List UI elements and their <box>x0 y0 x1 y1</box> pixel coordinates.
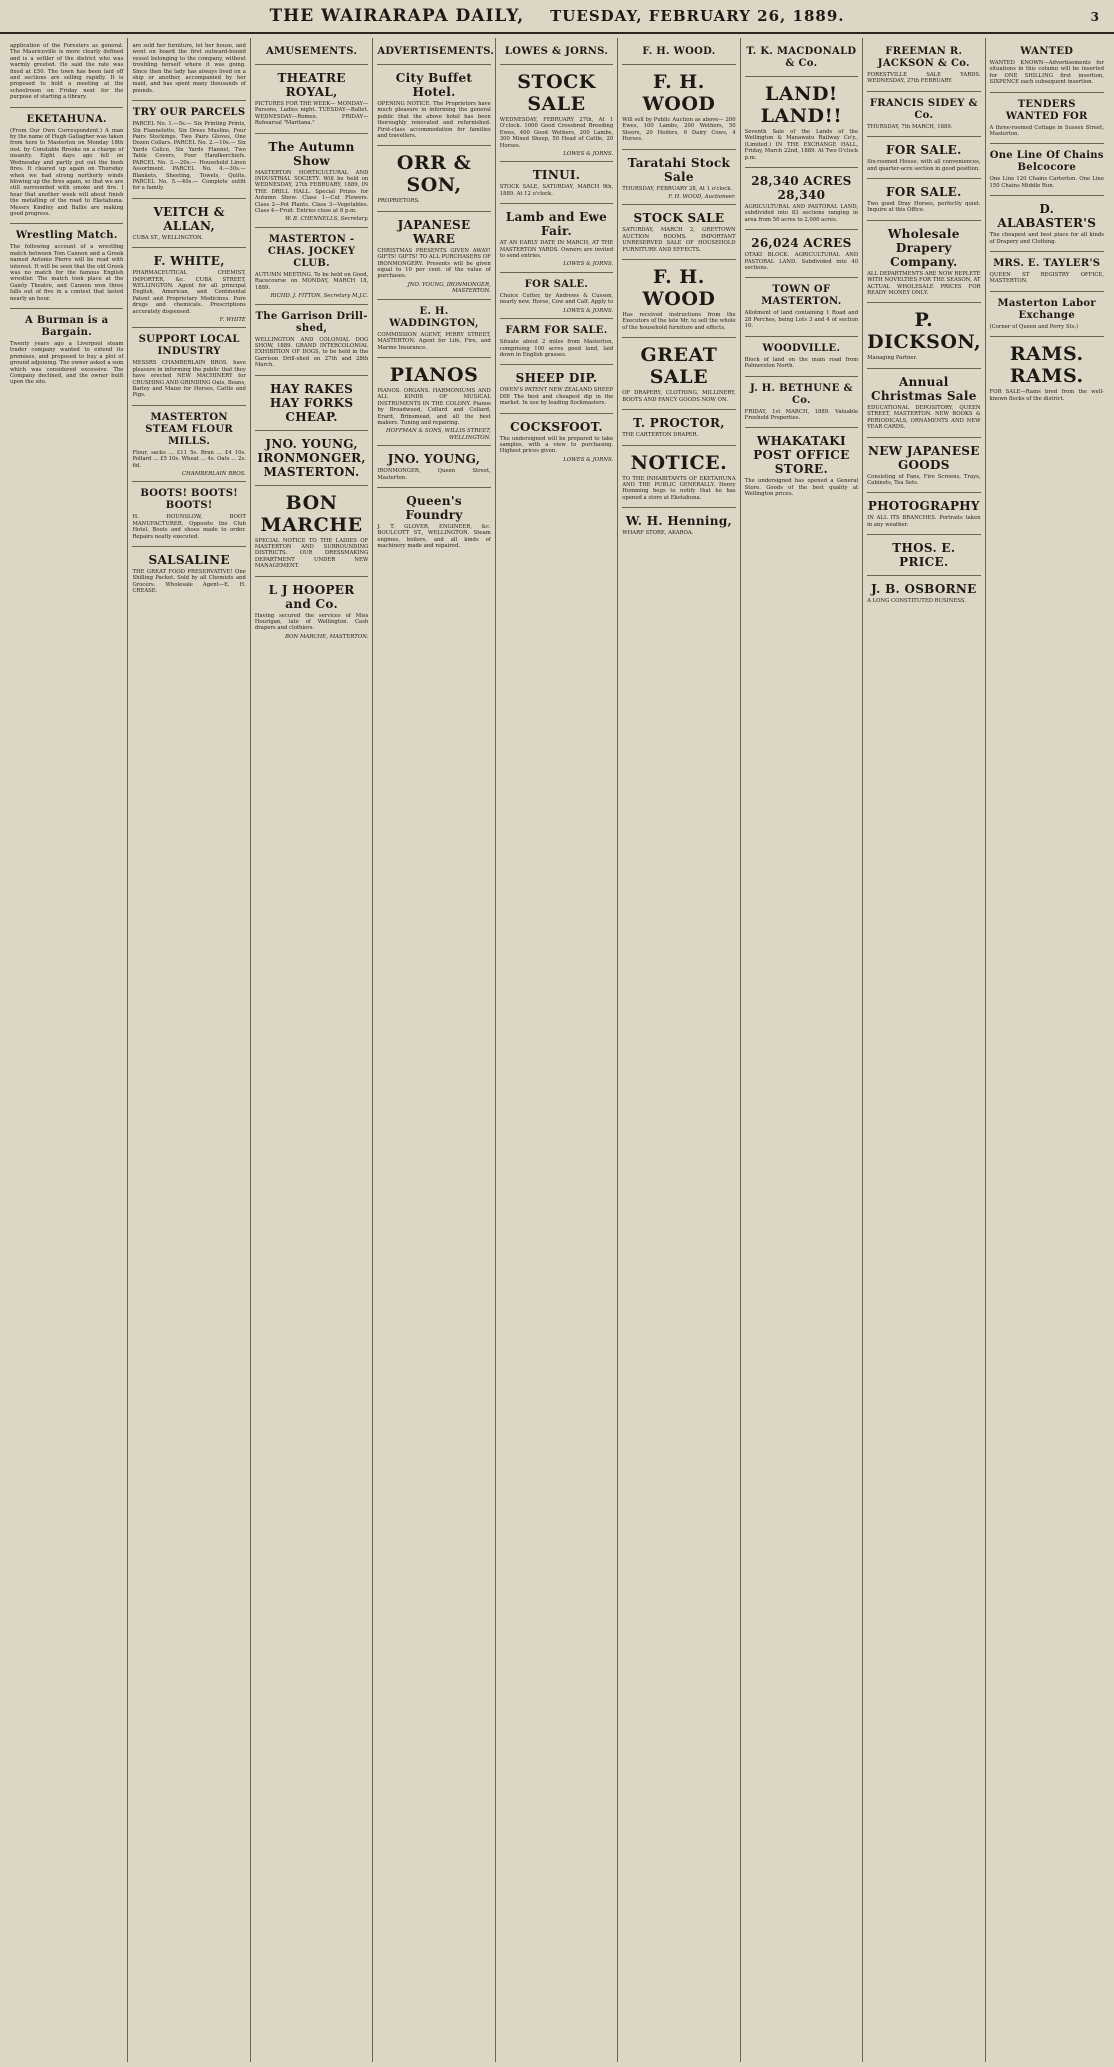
ad-heading: STOCK SALE <box>633 211 725 226</box>
advertisement <box>377 40 495 65</box>
ad-body: FORESTVILLE SALE YARDS. WEDNESDAY, 27th FEBRUARY. <box>867 72 981 85</box>
advertisement <box>745 40 858 77</box>
ad-body: WELLINGTON AND COLONIAL DOG SHOW, 1889. GRAND INTERCOLONIAL EXHIBITION OF DOGS, to be held in the Garrison Drill-shed on 27th and 28th March. <box>254 336 369 369</box>
ad-body: COMMISSION AGENT, PERRY STREET, MASTERTON. Agent for Life, Fire, and Marine Insurance. <box>377 331 491 351</box>
ad-body: CHRISTMAS PRESENTS GIVEN AWAY! GIFTS! GIFTS! TO ALL PURCHASERS OF IRONMONGERY. Presents will be given equal to 10 per cent. of the value of purchases. <box>377 247 491 280</box>
ad-body: FRIDAY, 1st MARCH, 1889. Valuable Freehold Properties. <box>744 408 859 421</box>
page-number: 3 <box>1090 10 1100 24</box>
ad-body: Choice Cutter, by Andrews & Cusson, nearly new. Horse, Cow and Calf. Apply to <box>499 292 614 306</box>
ad-body: J. T. GLOVER, ENGINEER, &c. BOULCOTT ST., WELLINGTON. Steam engines, boilers, and all kinds of machinery made and repaired. <box>377 523 491 550</box>
ad-body: PARCEL No. 1.—5s.— Six Printing Prints, Six Flannelette, Six Dress Muslins, Four Pairs Stockings, Two Pairs Gloves, One Dozen Collars. PARCEL No. 2.—10s.— Six Yards Calico, Six Yards Flannel, Two Table Covers, Four Handkerchiefs. PARCEL No. 3.—20s.— Household Linen Assortment. PARCEL No. 4.—30s.— Blankets, Sheeting, Towels, Quilts. PARCEL No. 5.—40s.— Complete outfit for a family. <box>132 121 246 192</box>
ad-heading: The Garrison Drill-shed, <box>255 310 368 334</box>
ad-body: Flour, sacks ... £11 5s. Bran ... £4 10s. Pollard ... £5 10s. Wheat ... 4s. Oats ... 2s. 6d. <box>132 449 246 469</box>
ad-body: MASTERTON HORTICULTURAL AND INDUSTRIAL SOCIETY. Will be held on WEDNESDAY, 27th FEBRUARY, 1889, IN THE DRILL HALL. Special Prizes for Autumn Show. Class 1—Cut Flowers. Class 2—Pot Plants. Class 3—Vegetables. Class 4—Fruit. Entries close at 8 p.m. <box>254 169 369 215</box>
ad-body: Situate about 2 miles from Masterton, comprising 100 acres good land, laid down in English grasses. <box>499 339 614 358</box>
advertisement <box>10 309 123 392</box>
column-7 <box>741 38 863 2062</box>
advertisement <box>990 144 1104 196</box>
ad-heading: JNO. YOUNG, IRONMONGER, MASTERTON. <box>257 436 366 479</box>
ad-body: Seventh Sale of the Lands of the Wellington & Manawatu Railway Co'y., (Limited.) IN THE EXCHANGE HALL, Friday, March 22nd, 1889. At Two O'clock p.m. <box>744 129 859 161</box>
issue-date: TUESDAY, FEBRUARY 26, 1889. <box>550 7 845 25</box>
advertisement <box>990 337 1104 408</box>
ad-heading: THEATRE ROYAL, <box>277 71 346 99</box>
advertisement <box>867 137 980 179</box>
column-4 <box>373 38 495 2062</box>
ad-body: One Line 120 Chains Carterton. One Line 150 Chains Middle Run. <box>989 176 1104 189</box>
ad-heading: Masterton Labor Exchange <box>997 297 1096 321</box>
ad-body: AT AN EARLY DATE IN MARCH, AT THE MASTERTON YARDS. Owners are invited to send entries. <box>499 240 614 260</box>
ad-heading: T. K. MACDONALD & Co. <box>746 46 857 69</box>
advertisement <box>745 230 858 278</box>
ad-body: TO THE INHABITANTS OF EKETAHUNA AND THE PUBLIC GENERALLY. Henry Hemming begs to notify that he has opened a store at Eketahuna. <box>622 475 736 501</box>
ad-body: QUEEN ST REGISTRY OFFICE, MASTERTON. <box>989 272 1104 285</box>
ad-heading: EKETAHUNA. <box>26 113 107 125</box>
ad-body: AGRICULTURAL AND PASTORAL LAND, subdivided into 83 sections ranging in area from 50 acres to 2,000 acres. <box>744 204 859 223</box>
ad-body: ALL DEPARTMENTS ARE NOW REPLETE WITH NOVELTIES FOR THE SEASON, AT ACTUAL WHOLESALE PRICES FOR READY MONEY ONLY. <box>867 270 981 297</box>
ad-heading: PHOTOGRAPHY <box>867 499 980 514</box>
advertisement <box>867 576 980 610</box>
ad-heading: TOWN OF MASTERTON. <box>761 284 842 308</box>
ad-heading: FREEMAN R. JACKSON & Co. <box>877 46 970 69</box>
ad-body: FOR SALE—Rams bred from the well-known flocks of the district. <box>989 389 1104 402</box>
ad-heading: STOCK SALE <box>517 71 596 115</box>
advertisement <box>622 260 735 338</box>
advertisement <box>622 508 735 542</box>
advertisement <box>745 428 858 503</box>
column-2 <box>128 38 250 2062</box>
ad-heading: JAPANESE WARE <box>397 217 471 246</box>
ad-signature: RICHD. J. FITTON, Secretary M.J.C. <box>270 293 369 300</box>
ad-body: PIANOS. ORGANS. HARMONIUMS AND ALL KINDS OF MUSICAL INSTRUMENTS IN THE COLONY. Pianos by Broadwood, Collard and Collard, Erard, Brinsmead, and all the best makers. Tuning and repairing. <box>377 387 491 426</box>
advertisement <box>867 369 980 438</box>
advertisement <box>622 338 735 410</box>
column-9 <box>986 38 1108 2062</box>
advertisement <box>990 292 1104 337</box>
ad-heading: VEITCH & ALLAN, <box>153 204 225 233</box>
advertisement <box>255 305 368 376</box>
advertisement <box>867 92 980 137</box>
advertisement <box>255 577 368 645</box>
ad-heading: F. H. WOOD <box>642 71 716 115</box>
ad-body: are sold her furniture, let her house, and went on board the first outward-bound vessel belonging to the company, without troubling herself where it was going. Since then the lady has always lived on a ship or another, accompanied by her maid, and has spent many thousands of pounds. <box>132 43 246 94</box>
advertisement <box>867 303 980 368</box>
column-5 <box>496 38 618 2062</box>
ad-signature: CHAMBERLAIN BROS. <box>181 471 246 478</box>
advertisement <box>132 328 245 405</box>
ad-heading: WHAKATAKI POST OFFICE STORE. <box>753 434 850 477</box>
ad-body: Twenty years ago a Liverpool steam trader company wanted to extend its premises, and proposed to buy a plot of ground adjoining. The owner asked a sum which was considered excessive. The Company declined, and the owner built upon the site. <box>10 341 124 386</box>
ad-body: A LONG CONSTITUTED BUSINESS. <box>867 598 966 605</box>
column-1 <box>6 38 128 2062</box>
ad-body: Consisting of Fans, Fire Screens, Trays, Cabinets, Tea Sets. <box>867 473 981 486</box>
ad-body: The undersigned has opened a General Store. Goods of the best quality at Wellington prices. <box>744 478 859 498</box>
advertisement <box>622 40 735 65</box>
advertisement <box>132 547 245 601</box>
ad-heading: WANTED <box>1020 46 1074 57</box>
advertisement <box>377 65 490 146</box>
advertisement <box>132 199 245 248</box>
advertisement <box>10 108 123 225</box>
advertisement <box>377 358 490 446</box>
ad-heading: PIANOS <box>389 363 479 386</box>
ad-heading: Wholesale Drapery Company. <box>887 226 960 269</box>
advertisement <box>500 162 613 204</box>
ad-heading: COCKSFOOT. <box>510 419 603 434</box>
advertisement <box>622 410 735 445</box>
advertisement <box>377 146 490 211</box>
ad-heading: Wrestling Match. <box>15 230 118 242</box>
ad-heading: F. H. WOOD <box>642 266 716 311</box>
ad-heading: E. H. WADDINGTON, <box>389 305 479 329</box>
ad-body: A three-roomed Cottage in Sussex Street, Masterton. <box>989 124 1104 138</box>
ad-heading: WOODVILLE. <box>762 342 841 354</box>
ad-body: Having secured the services of Miss Hourigan, late of Wellington. Cash drapers and clothiers. <box>254 612 369 632</box>
advertisement <box>500 414 613 468</box>
ad-body: Block of land on the main road from Palmerston North. <box>744 356 859 370</box>
ad-heading: L J HOOPER and Co. <box>268 582 355 611</box>
ad-body: Six-roomed House, with all conveniences, and quarter-acre section in good position. <box>867 159 981 172</box>
ad-body: Managing Partner. <box>867 355 918 362</box>
ad-heading: LAND! LAND!! <box>760 83 843 127</box>
advertisement <box>867 535 980 576</box>
ad-body: AUTUMN MEETING. To be held on Good, Racecourse on MONDAY, MARCH 18, 1889. <box>254 271 369 291</box>
ad-body: CUBA ST., WELLINGTON. <box>132 234 203 241</box>
ad-body: (Corner of Queen and Perry Sts.) <box>989 323 1079 330</box>
advertisement <box>745 168 858 230</box>
ad-heading: Taratahi Stock Sale <box>627 155 731 184</box>
advertisement <box>132 482 245 547</box>
ad-body: Has received instructions from the Executors of the late Mr. to sell the whole of the household furniture and effects. <box>622 312 736 331</box>
ad-heading: 28,340 ACRES 28,340 <box>751 174 852 203</box>
ad-heading: THOS. E. PRICE. <box>892 541 956 570</box>
ad-heading: City Buffet Hotel. <box>395 71 473 99</box>
ad-signature: JNO. YOUNG, IRONMONGER, MASTERTON. <box>407 281 491 295</box>
ad-heading: P. DICKSON, <box>867 309 982 354</box>
ad-heading: TINUI. <box>532 168 581 183</box>
advertisement <box>255 40 368 65</box>
ad-signature: LOWES & JORNS. <box>563 456 614 463</box>
ad-heading: FOR SALE. <box>886 143 962 158</box>
advertisement <box>745 377 858 429</box>
ad-heading: MRS. E. TAYLER'S <box>993 258 1101 270</box>
advertisement <box>745 77 858 168</box>
ad-heading: HAY RAKES HAY FORKS CHEAP. <box>269 381 354 424</box>
ad-body: EDUCATIONAL DEPOSITORY, QUEEN STREET, MASTERTON. NEW BOOKS & PERIODICALS, ORNAMENTS AND NEW YEAR CARDS. <box>867 404 981 431</box>
advertisement <box>867 40 980 92</box>
advertisement <box>500 204 613 273</box>
ad-body: PHARMACEUTICAL CHEMIST, IMPORTER, &c. CUBA STREET, WELLINGTON. Agent for all principal English, American, and Continental Patent and Proprietary Medicines. Pure drugs and chemicals. Prescriptions accurately dispensed. <box>132 270 246 315</box>
advertisement <box>377 300 490 358</box>
advertisement <box>255 486 368 577</box>
ad-heading: Annual Christmas Sale <box>870 374 977 403</box>
advertisement <box>990 196 1104 252</box>
ad-heading: One Line Of Chains Belcocore <box>989 150 1104 174</box>
ad-heading: T. PROCTOR, <box>633 416 725 431</box>
advertisement <box>867 438 980 494</box>
ad-heading: SUPPORT LOCAL INDUSTRY <box>138 334 240 358</box>
column-3 <box>251 38 373 2062</box>
ad-body: PROPRIETORS. <box>377 198 420 205</box>
ad-body: (From Our Own Correspondent.) A man by the name of Hugh Gallagher was taken from here to Masterton on Monday 18th inst. by Constable Brooke on a charge of insanity. Eight days ago fell on Wednesday and partly put out the bush fires. It cleared up again on Thursday when we had strong northerly winds blowing up the fires again, so that we are still surrounded with smoke and fire. I hear that another week will about finish the metalling of the road to Eketahuna. Messrs Kindley and Ballie are making good progress. <box>10 127 124 217</box>
ad-body: IRONMONGER, Queen Street, Masterton. <box>377 468 491 481</box>
advertisement <box>377 488 490 556</box>
ad-signature: LOWES & JORNS. <box>563 307 614 314</box>
advertisement <box>132 248 245 328</box>
ad-body: The cheapest and best place for all kinds of Drapery and Clothing. <box>989 232 1104 245</box>
ad-heading: SHEEP DIP. <box>515 371 598 386</box>
column-6 <box>618 38 740 2062</box>
ad-heading: F. WHITE, <box>153 254 225 269</box>
advertisement <box>255 134 368 228</box>
ad-heading: SALSALINE <box>148 553 230 568</box>
newspaper-columns <box>6 38 1108 2062</box>
ad-body: WHARF STORE, AKAROA. <box>622 530 694 537</box>
advertisement <box>132 101 245 198</box>
ad-heading: JNO. YOUNG, <box>387 452 481 467</box>
advertisement <box>255 228 368 305</box>
ad-heading: ORR & SON, <box>396 152 472 197</box>
advertisement <box>255 376 368 431</box>
ad-signature: LOWES & JORNS. <box>563 151 614 158</box>
ad-heading: Queen's Foundry <box>405 493 463 522</box>
ad-body: WANTED KNOWN—Advertisements for situations in this column will be inserted for ONE SHILLING first insertion, SIXPENCE each subsequent insertion. <box>989 60 1104 86</box>
ad-signature: BON MARCHE, MASTERTON. <box>285 633 369 640</box>
advertisement <box>622 205 735 260</box>
ad-body: THURSDAY, 7th MARCH, 1889. <box>867 123 953 130</box>
ad-heading: MASTERTON - CHAS. JOCKEY CLUB. <box>267 233 356 269</box>
advertisement <box>622 446 735 509</box>
ad-heading: NEW JAPANESE GOODS <box>867 443 980 472</box>
advertisement <box>377 446 490 488</box>
ad-heading: NOTICE. <box>630 451 728 474</box>
ad-signature: F. WHITE <box>219 316 246 323</box>
ad-heading: TRY OUR PARCELS <box>132 107 246 119</box>
masthead <box>0 0 1114 34</box>
ad-heading: BOOTS! BOOTS! BOOTS! <box>140 488 238 512</box>
advertisement <box>867 493 980 535</box>
ad-heading: J. B. OSBORNE <box>871 582 977 597</box>
ad-heading: The Autumn Show <box>268 139 355 168</box>
advertisement <box>745 337 858 377</box>
advertisement <box>10 40 123 108</box>
ad-heading: MASTERTON STEAM FLOUR MILLS. <box>145 411 234 447</box>
ad-heading: AMUSEMENTS. <box>265 46 358 57</box>
newspaper-title: THE WAIRARAPA DAILY, <box>269 6 525 26</box>
advertisement <box>622 150 735 206</box>
advertisement <box>500 365 613 413</box>
ad-body: The following account of a wrestling match between Tom Cannon and a Greek named Antonio Pierre will be read with interest. It will be seen that the old Greek was no match for the famous English wrestler. The match took place at the Gaiety Theatre, and Cannon won three falls out of five in a contest that lasted nearly an hour. <box>10 244 124 302</box>
ad-body: H. HOUNSLOW, BOOT MANUFACTURER, Opposite the Club Hotel. Boots and shoes made to order. Repairs neatly executed. <box>132 514 246 540</box>
ad-body: PICTURES FOR THE WEEK— MONDAY—Parsons, Ladies night. TUESDAY—Ballet. WEDNESDAY—Romeo. FRIDAY—Rehearsal "Maritana." <box>254 101 369 127</box>
column-8 <box>863 38 985 2062</box>
ad-heading: FARM FOR SALE. <box>505 325 608 337</box>
ad-heading: J. H. BETHUNE & Co. <box>749 382 853 406</box>
ad-body: Will sell by Public Auction as above— 200 Ewes, 100 Lambs, 200 Wethers, 50 Steers, 20 Heifers, 6 Dairy Cows, 4 Horses. <box>622 117 736 143</box>
ad-heading: Lamb and Ewe Fair. <box>505 210 608 239</box>
ad-body: THE CARTERTON DRAPER. <box>622 432 699 439</box>
advertisement <box>745 278 858 336</box>
ad-heading: BON MARCHE <box>260 491 363 536</box>
ad-heading: D. ALABASTER'S <box>997 202 1097 231</box>
advertisement <box>500 273 613 319</box>
advertisement <box>500 65 613 162</box>
ad-signature: F. H. WOOD, Auctioneer. <box>668 194 736 201</box>
advertisement <box>500 319 613 365</box>
advertisement <box>255 431 368 486</box>
advertisement <box>500 40 613 65</box>
ad-body: STOCK SALE, SATURDAY, MARCH 9th, 1889. At 12 o'clock. <box>499 184 614 197</box>
advertisement <box>622 65 735 150</box>
ad-body: application of the Foresters as general. The Mauriceville is more clearly defined and is a settler of the district who was warmly greeted. He said the rate was fixed at £50. The town has been laid off and sections are selling rapidly. It is proposed to hold a meeting at the schoolroom on Friday next for the purpose of starting a library. <box>10 43 124 101</box>
ad-body: OWEN'S PATENT NEW ZEALAND SHEEP DIP. The best and cheapest dip in the market. In use by leading flockmasters. <box>499 387 614 407</box>
ad-body: OTAKI BLOCK. AGRICULTURAL AND PASTORAL LAND. Subdivided into 40 sections. <box>744 252 859 272</box>
ad-heading: FOR SALE. <box>524 278 589 290</box>
advertisement <box>867 179 980 221</box>
ad-body: IN ALL ITS BRANCHES. Portraits taken in any weather. <box>867 515 981 528</box>
ad-heading: 26,024 ACRES <box>751 236 852 251</box>
ad-body: Two good Dray Horses, perfectly quiet. Inquire at this Office. <box>867 201 981 214</box>
ad-signature: W. B. CHENNELLS, Secretary. <box>285 216 369 223</box>
advertisement <box>132 40 245 101</box>
ad-body: OF DRAPERY, CLOTHING, MILLINERY, BOOTS AND FANCY GOODS NOW ON. <box>622 390 736 403</box>
ad-heading: GREAT SALE <box>640 344 718 389</box>
advertisement <box>255 65 368 134</box>
advertisement <box>377 212 490 300</box>
advertisement <box>10 224 123 309</box>
advertisement <box>867 221 980 304</box>
ad-heading: ADVERTISEMENTS. <box>377 46 495 57</box>
ad-heading: FRANCIS SIDEY & Co. <box>869 97 978 121</box>
ad-heading: LOWES & JORNS. <box>504 46 609 57</box>
ad-heading: F. H. WOOD. <box>642 46 716 57</box>
ad-body: Allotment of land containing 1 Road and 28 Perches, being Lots 3 and 4 of section 10. <box>744 310 859 330</box>
advertisement <box>132 406 245 483</box>
ad-body: OPENING NOTICE. The Proprietors have much pleasure in informing the general public that the above hotel has been thoroughly renovated and refurnished. First-class accommodation for families and travellers. <box>377 101 491 140</box>
ad-heading: TENDERS WANTED FOR <box>1005 98 1088 122</box>
ad-body: THURSDAY, FEBRUARY 28, At 1 o'clock. <box>622 185 733 192</box>
ad-signature: HOFFMAN & SONS, WILLIS STREET, WELLINGTON. <box>385 428 491 441</box>
advertisement <box>990 93 1104 145</box>
ad-heading: FOR SALE. <box>886 185 962 200</box>
ad-body: SPECIAL NOTICE TO THE LADIES OF MASTERTON AND SURROUNDING DISTRICTS. OUR DRESSMAKING DEPARTMENT UNDER NEW MANAGEMENT. <box>254 537 369 570</box>
ad-signature: LOWES & JORNS. <box>563 261 614 268</box>
advertisement <box>990 252 1104 292</box>
ad-body: THE GREAT FOOD PRESERVATIVE! One Shilling Packet. Sold by all Chemists and Grocers. Wholesale Agent—E. H. CREASE. <box>132 569 246 595</box>
ad-heading: W. H. Henning, <box>625 514 732 529</box>
ad-body: MESSRS CHAMBERLAIN BROS. have pleasure in informing the public that they have erected NEW MACHINERY for CRUSHING AND GRINDING Oats, Beans, Barley and Maize for Horses, Cattle and Pigs. <box>132 360 246 399</box>
ad-body: SATURDAY, MARCH 2, GREYTOWN AUCTION ROOMS. IMPORTANT UNRESERVED SALE OF HOUSEHOLD FURNITURE AND EFFECTS. <box>622 227 736 253</box>
ad-body: WEDNESDAY, FEBRUARY 27th, At 1 O'clock. 1000 Good Crossbred Breeding Ewes, 400 Good Wethers, 200 Lambs, 300 Mixed Sheep, 50 Head of Cattle, 20 Horses. <box>499 117 614 149</box>
ad-body: The undersigned will be prepared to take samples, with a view to purchasing. Highest prices given. <box>499 435 614 455</box>
advertisement <box>990 40 1104 93</box>
ad-heading: A Burman is a Bargain. <box>25 315 109 338</box>
ad-heading: RAMS. RAMS. <box>1009 343 1084 388</box>
